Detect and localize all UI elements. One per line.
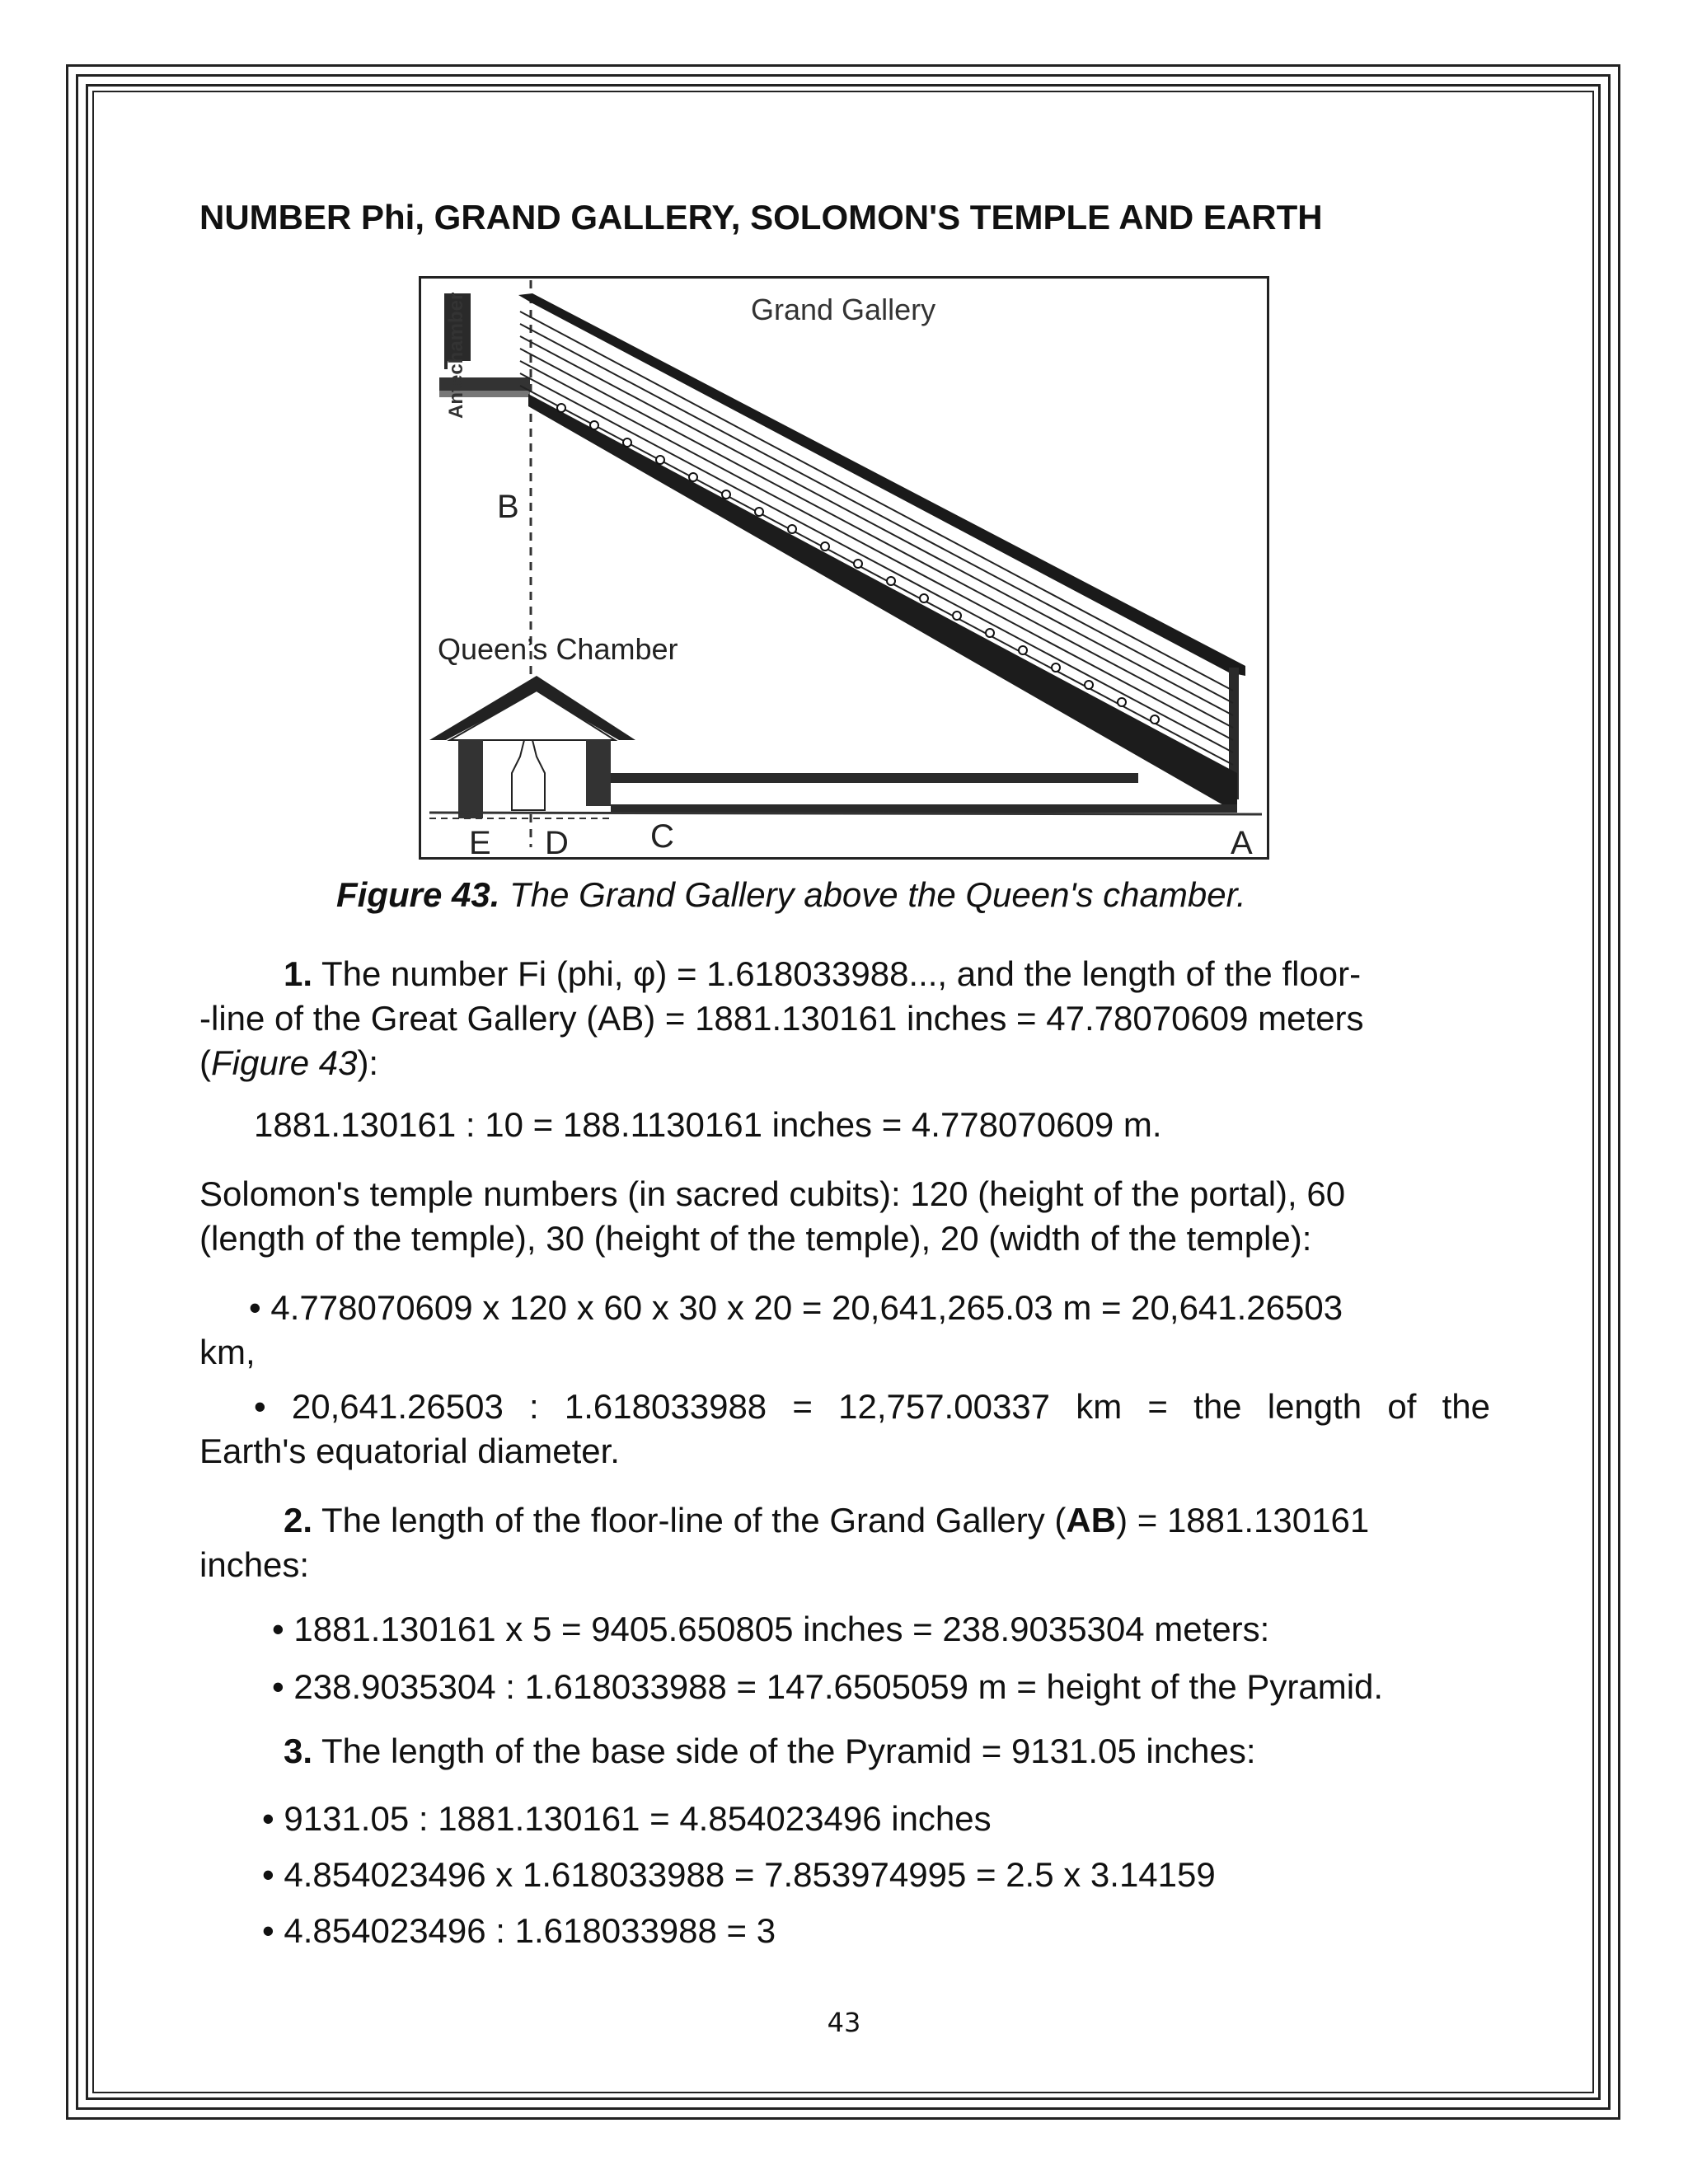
gallery-roof <box>518 293 1245 676</box>
section2-line2: inches: <box>199 1545 310 1584</box>
section1-line3: (Figure 43): <box>199 1043 379 1082</box>
temple-line1: Solomon's temple numbers (in sacred cubits): 120 (height of the portal), 60 <box>199 1174 1346 1213</box>
section3-bullet2: • 4.854023496 x 1.618033988 = 7.853974995 = 2.5 x 3.14159 <box>262 1855 1216 1894</box>
bullet1-line2: km, <box>199 1333 256 1371</box>
page-number: 43 <box>827 2007 861 2038</box>
temple-line2: (length of the temple), 30 (height of the temple), 20 (width of the temple): <box>199 1219 1312 1258</box>
section3-bullet1: • 9131.05 : 1881.130161 = 4.854023496 inches <box>262 1799 992 1838</box>
section3-bullet3: • 4.854023496 : 1.618033988 = 3 <box>262 1911 776 1950</box>
queens-chamber-niche <box>512 740 545 810</box>
figure-caption <box>336 875 1246 915</box>
section2-line1: 2. The length of the floor-line of the Grand Gallery (AB) = 1881.130161 <box>284 1501 1370 1540</box>
queens-chamber-wall-left <box>458 740 483 818</box>
horizontal-passage-floor <box>611 804 1237 813</box>
grand-gallery-label: Grand Gallery <box>751 293 936 326</box>
grand-gallery-figure <box>419 276 1269 860</box>
section2-bullet2: • 238.9035304 : 1.618033988 = 147.6505059 m = height of the Pyramid. <box>272 1667 1384 1706</box>
equation-1: 1881.130161 : 10 = 188.1130161 inches = 4.778070609 m. <box>254 1105 1162 1144</box>
figure-reference: Figure 43 <box>211 1043 358 1082</box>
section2-bullet1: • 1881.130161 x 5 = 9405.650805 inches = 238.9035304 meters: <box>272 1610 1270 1648</box>
bullet2-line2: Earth's equatorial diameter. <box>199 1432 620 1470</box>
page-title: NUMBER Phi, GRAND GALLERY, SOLOMON'S TEMPLE AND EARTH <box>199 198 1323 237</box>
queens-chamber-wall-right <box>586 740 611 806</box>
section2-number: 2. <box>284 1501 313 1540</box>
section3-number: 3. <box>284 1732 313 1770</box>
label-b: B <box>497 489 519 525</box>
label-a: A <box>1231 825 1253 857</box>
figure-caption-text: The Grand Gallery above the Queen's chamber. <box>499 875 1246 914</box>
horizontal-passage-roof <box>611 773 1138 783</box>
bullet1-line1: • 4.778070609 x 120 x 60 x 30 x 20 = 20,641,265.03 m = 20,641.26503 <box>249 1288 1343 1327</box>
figure-caption-number: Figure 43. <box>336 875 500 914</box>
antechamber-label: Antechamber <box>445 292 467 419</box>
bullet2-line1: • 20,641.26503 : 1.618033988 = 12,757.00337 km = the length of the <box>254 1387 1490 1426</box>
grand-gallery-diagram <box>421 279 1267 857</box>
section1-line2: -line of the Great Gallery (AB) = 1881.130161 inches = 47.78070609 meters <box>199 999 1364 1038</box>
ramp-holes <box>557 404 1159 724</box>
section3-line1: 3. The length of the base side of the Pyramid = 9131.05 inches: <box>284 1732 1256 1770</box>
gallery-floor <box>528 394 1237 806</box>
label-c: C <box>650 818 674 855</box>
section1-line1: 1. The number Fi (phi, φ) = 1.618033988..., and the length of the floor- <box>284 954 1362 993</box>
label-d: D <box>545 825 569 857</box>
label-e: E <box>469 825 491 857</box>
queens-chamber-label: Queen’s Chamber <box>438 632 678 666</box>
section1-number: 1. <box>284 954 313 993</box>
